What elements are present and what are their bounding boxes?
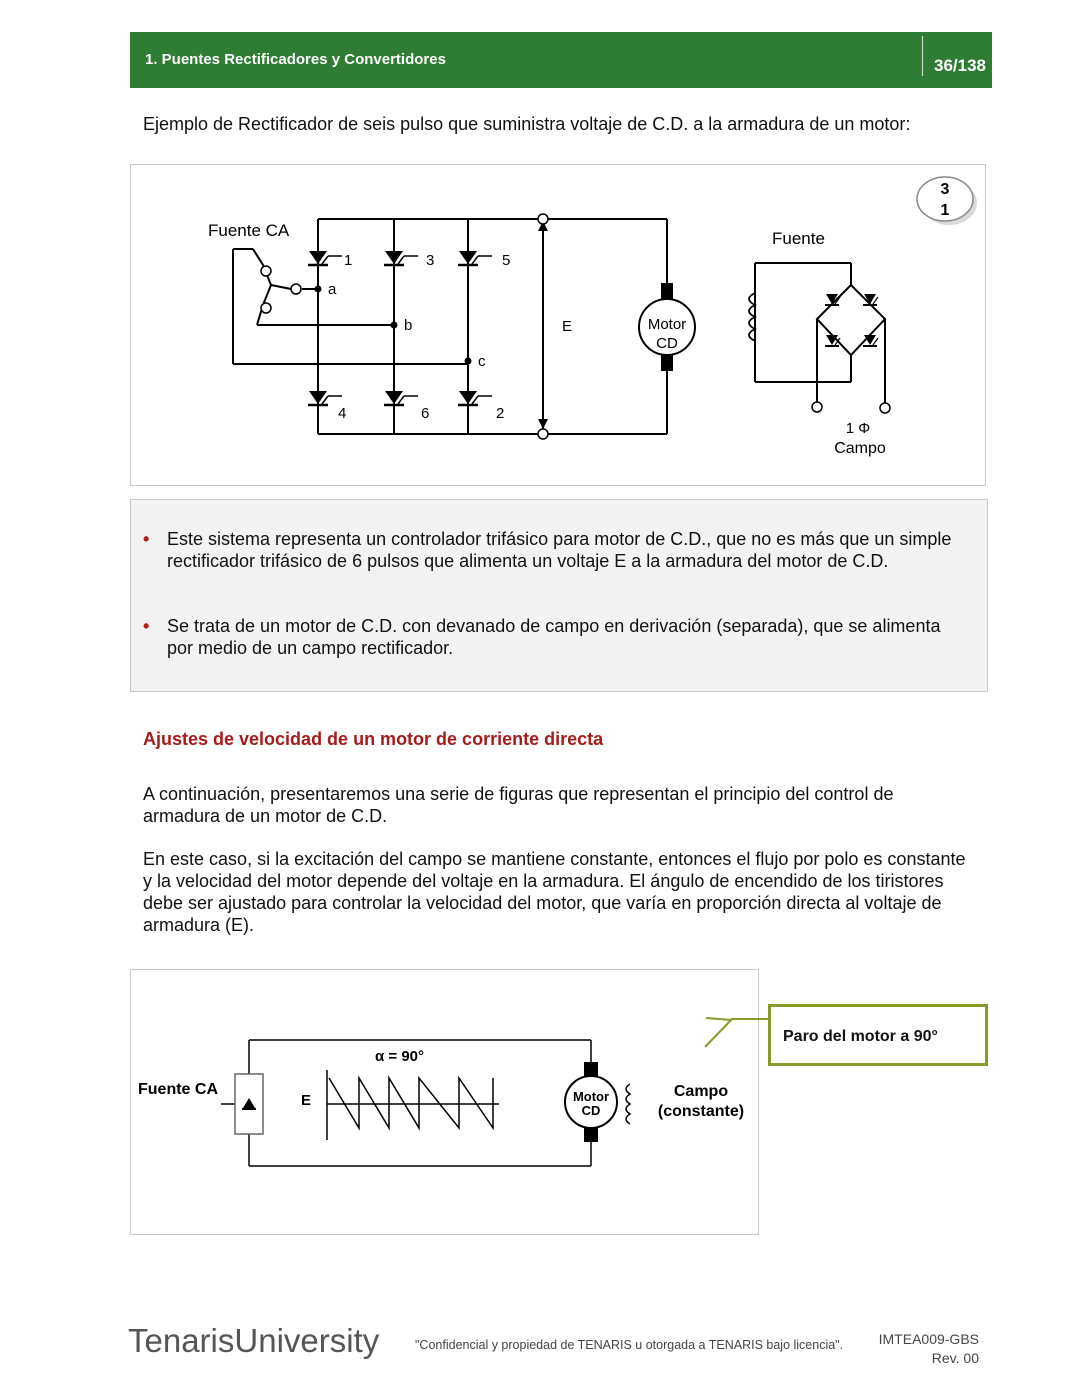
- motor-label-1: Motor: [647, 316, 687, 333]
- section-title: Ajustes de velocidad de un motor de corriente directa: [143, 729, 604, 749]
- badge-bottom: 1: [940, 202, 950, 219]
- header-title: 1. Puentes Rectificadores y Convertidores: [145, 51, 446, 68]
- six-pulse-rectifier-diagram: [130, 164, 986, 486]
- header-separator: [922, 36, 923, 76]
- document-code: [879, 1330, 979, 1368]
- intro-text: Ejemplo de Rectificador de seis pulso que suministra voltaje de C.D. a la armadura de un motor:: [143, 114, 911, 134]
- brand-logo: TenarisUniversity: [128, 1322, 380, 1359]
- thyristor-label-2: 2: [496, 405, 505, 422]
- callout-leader: [700, 1015, 770, 1051]
- node-c-label: c: [478, 353, 486, 370]
- rectifier-schematic: [131, 165, 987, 487]
- thyristor-label-4: 4: [338, 405, 347, 422]
- motor-label-2-1: Motor: [572, 1089, 610, 1104]
- bullet-dot: •: [143, 529, 150, 549]
- alpha-label: α = 90°: [375, 1048, 424, 1065]
- campo-label-2: Campo: [673, 1083, 729, 1100]
- confidential-note: "Confidencial y propiedad de TENARIS u otorgada a TENARIS bajo licencia".: [415, 1338, 844, 1352]
- paragraph-2: En este caso, si la excitación del campo se mantiene constante, entonces el flujo por polo es constante y la velocidad del motor depende del voltaje en la armadura. El ángulo de encendido de los tiristores debe ser ajustado para controlar la velocidad del motor, que varía en proporción directa al voltaje de armadura (E).: [143, 849, 966, 935]
- thyristor-label-6: 6: [421, 405, 430, 422]
- voltage-e-label: E: [562, 318, 573, 335]
- voltage-e-label-2: E: [301, 1092, 312, 1109]
- bullet-text-1: Este sistema representa un controlador trifásico para motor de C.D., que no es más que un simple rectificador trifásico de 6 pulsos que alimenta un voltaje E a la armadura del motor de C.D.: [167, 529, 952, 571]
- thyristor-label-1: 1: [344, 252, 353, 269]
- page-number: 36/138: [934, 56, 986, 75]
- armature-control-diagram: [130, 969, 759, 1235]
- thyristor-label-3: 3: [426, 252, 435, 269]
- bullet-notes-box: [130, 499, 988, 692]
- bullet-dot: •: [143, 616, 150, 636]
- callout-box: [768, 1004, 988, 1066]
- thyristor-label-5: 5: [502, 252, 511, 269]
- bullet-text-2: Se trata de un motor de C.D. con devanado de campo en derivación (separada), que se alimenta por medio de un campo rectificador.: [167, 616, 941, 658]
- motor-label-2-2: CD: [581, 1103, 601, 1118]
- doc-revision: Rev. 00: [931, 1350, 979, 1366]
- paragraph-1: A continuación, presentaremos una serie de figuras que representan el principio del control de armadura de un motor de C.D.: [143, 784, 894, 826]
- page-header: [130, 32, 992, 88]
- campo-constant-label: (constante): [657, 1103, 745, 1120]
- motor-label-2: CD: [656, 335, 678, 352]
- phase-label: 1 Φ: [845, 420, 871, 437]
- badge-top: 3: [940, 181, 950, 198]
- fuente-label: Fuente: [772, 229, 825, 248]
- campo-label: Campo: [834, 440, 886, 457]
- source-label: Fuente CA: [208, 221, 290, 240]
- node-b-label: b: [404, 317, 413, 334]
- doc-id: IMTEA009-GBS: [878, 1331, 979, 1347]
- node-a-label: a: [328, 281, 337, 298]
- source-label-2: Fuente CA: [138, 1081, 218, 1098]
- armature-schematic: [131, 970, 760, 1236]
- callout-text: Paro del motor a 90°: [783, 1028, 938, 1045]
